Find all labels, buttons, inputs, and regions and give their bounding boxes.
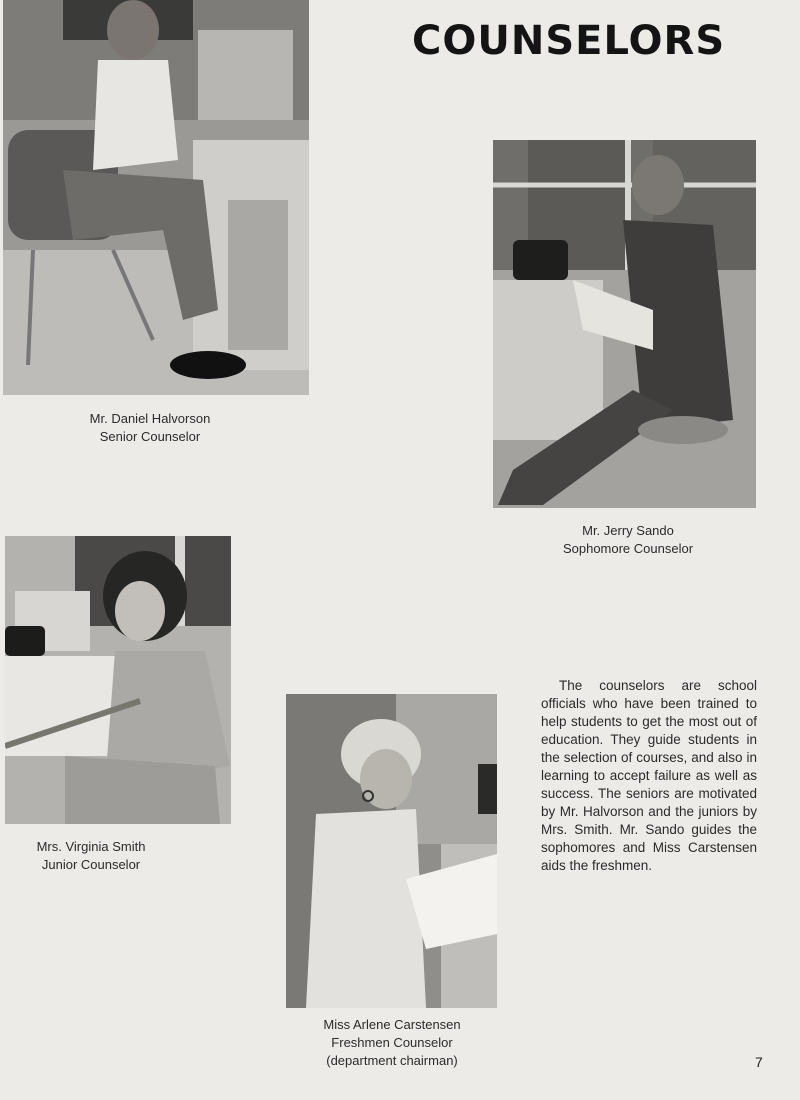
counselor-role: Senior Counselor [99,429,201,444]
counselor-name: Mrs. Virginia Smith [36,839,146,854]
photo-smith [5,536,231,824]
caption-sando [518,522,738,558]
counselor-role: Junior Counselor [41,857,141,872]
caption-halvorson [40,410,260,446]
counselor-name: Miss Arlene Carstensen [323,1017,461,1032]
counselor-role: Freshmen Counselor [331,1035,453,1050]
page-title: COUNSELORS [412,18,726,64]
body-paragraph: The counselors are school officials who have been trained to help students to get the most out of education. They guide students in the selection of courses, and also in learning to accept failure as well as success. The seniors are motivated by Mr. Halvorson and the juniors by Mrs. Smith. Mr. Sando guides the sophomores and Miss Carstensen aids the freshmen. [541,678,757,873]
counselor-role: Sophomore Counselor [562,541,694,556]
page-number: 7 [755,1054,763,1070]
caption-carstensen [280,1016,504,1070]
caption-smith [0,838,182,874]
photo-sando [493,140,756,508]
counselor-note: (department chairman) [326,1053,458,1068]
counselor-name: Mr. Daniel Halvorson [89,411,211,426]
counselor-name: Mr. Jerry Sando [582,523,674,538]
photo-halvorson [3,0,309,395]
photo-carstensen [286,694,497,1008]
